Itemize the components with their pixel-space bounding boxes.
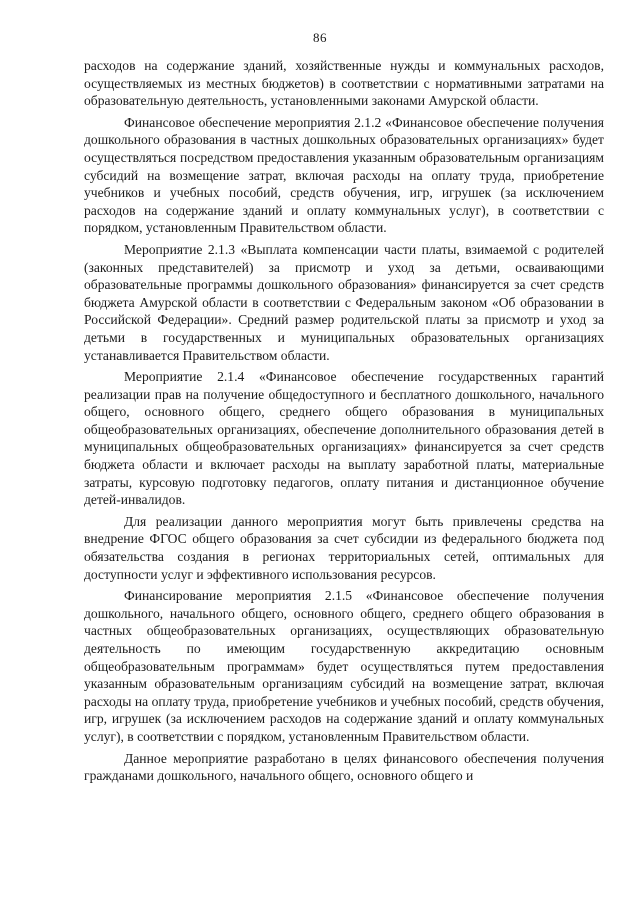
paragraph-measure-2-1-4: Мероприятие 2.1.4 «Финансовое обеспечение государственных гарантий реализации прав на получение общедоступного и бесплатного дошкольного, начального общего, основного общего, среднего общего образования в муниципальных общеобразовательных организациях, обеспечение дополнительного образования детей в муниципальных общеобразовательных организациях» финансируется за счет средств бюджета области и включает расходы на выплату заработной платы, материальные затраты, курсовую подготовку педагогов, оплату питания и дистанционное обучение детей-инвалидов. [84, 369, 604, 508]
page-number: 86 [313, 30, 327, 45]
paragraph-fgos-funding: Для реализации данного мероприятия могут быть привлечены средства на внедрение ФГОС общего образования за счет субсидии из федерального бюджета под обязательства создания в регионах территориальных сетей, оптимальных для доступности услуг и эффективного использования ресурсов. [84, 513, 604, 582]
document-body [84, 57, 604, 789]
paragraph-measure-2-1-5: Финансирование мероприятия 2.1.5 «Финансовое обеспечение получения дошкольного, начального общего, основного общего, среднего общего образования в частных общеобразовательных организациях, осуществляющих образовательную деятельность по имеющим государственную аккредитацию основным общеобразовательным программам» будет осуществляться путем предоставления указанным образовательным организациям субсидий на возмещение затрат, включая расходы на оплату труда, приобретение учебников и учебных пособий, средств обучения, игр, игрушек (за исключением расходов на содержание зданий и оплату коммунальных услуг), в соответствии с порядком, установленным Правительством области. [84, 588, 604, 744]
paragraph-continued: расходов на содержание зданий, хозяйственные нужды и коммунальных расходов, осуществляемых из местных бюджетов) в соответствии с нормативными затратами на образовательную деятельность, установленными законами Амурской области. [84, 58, 604, 109]
paragraph-measure-2-1-3: Мероприятие 2.1.3 «Выплата компенсации части платы, взимаемой с родителей (законных представителей) за присмотр и уход за детьми, осваивающими образовательные программы дошкольного образования» финансируется за счет средств бюджета Амурской области в соответствии с Федеральным законом «Об образовании в Российской Федерации». Средний размер родительской платы за присмотр и уход за детьми в государственных и муниципальных образовательных организациях устанавливается Правительством области. [84, 241, 604, 363]
paragraph-measure-2-1-2: Финансовое обеспечение мероприятия 2.1.2 «Финансовое обеспечение получения дошкольного образования в частных дошкольных образовательных организациях» будет осуществляться посредством предоставления указанным образовательным организациям субсидий на возмещение затрат, включая расходы на оплату труда, приобретение учебников и учебных пособий, средств обучения, игр, игрушек (за исключением расходов на содержание зданий и оплату коммунальных услуг), в соответствии с порядком, установленным Правительством области. [84, 114, 604, 236]
paragraph-measure-purpose: Данное мероприятие разработано в целях финансового обеспечения получения гражданами дошкольного, начального общего, основного общего и [84, 750, 604, 784]
